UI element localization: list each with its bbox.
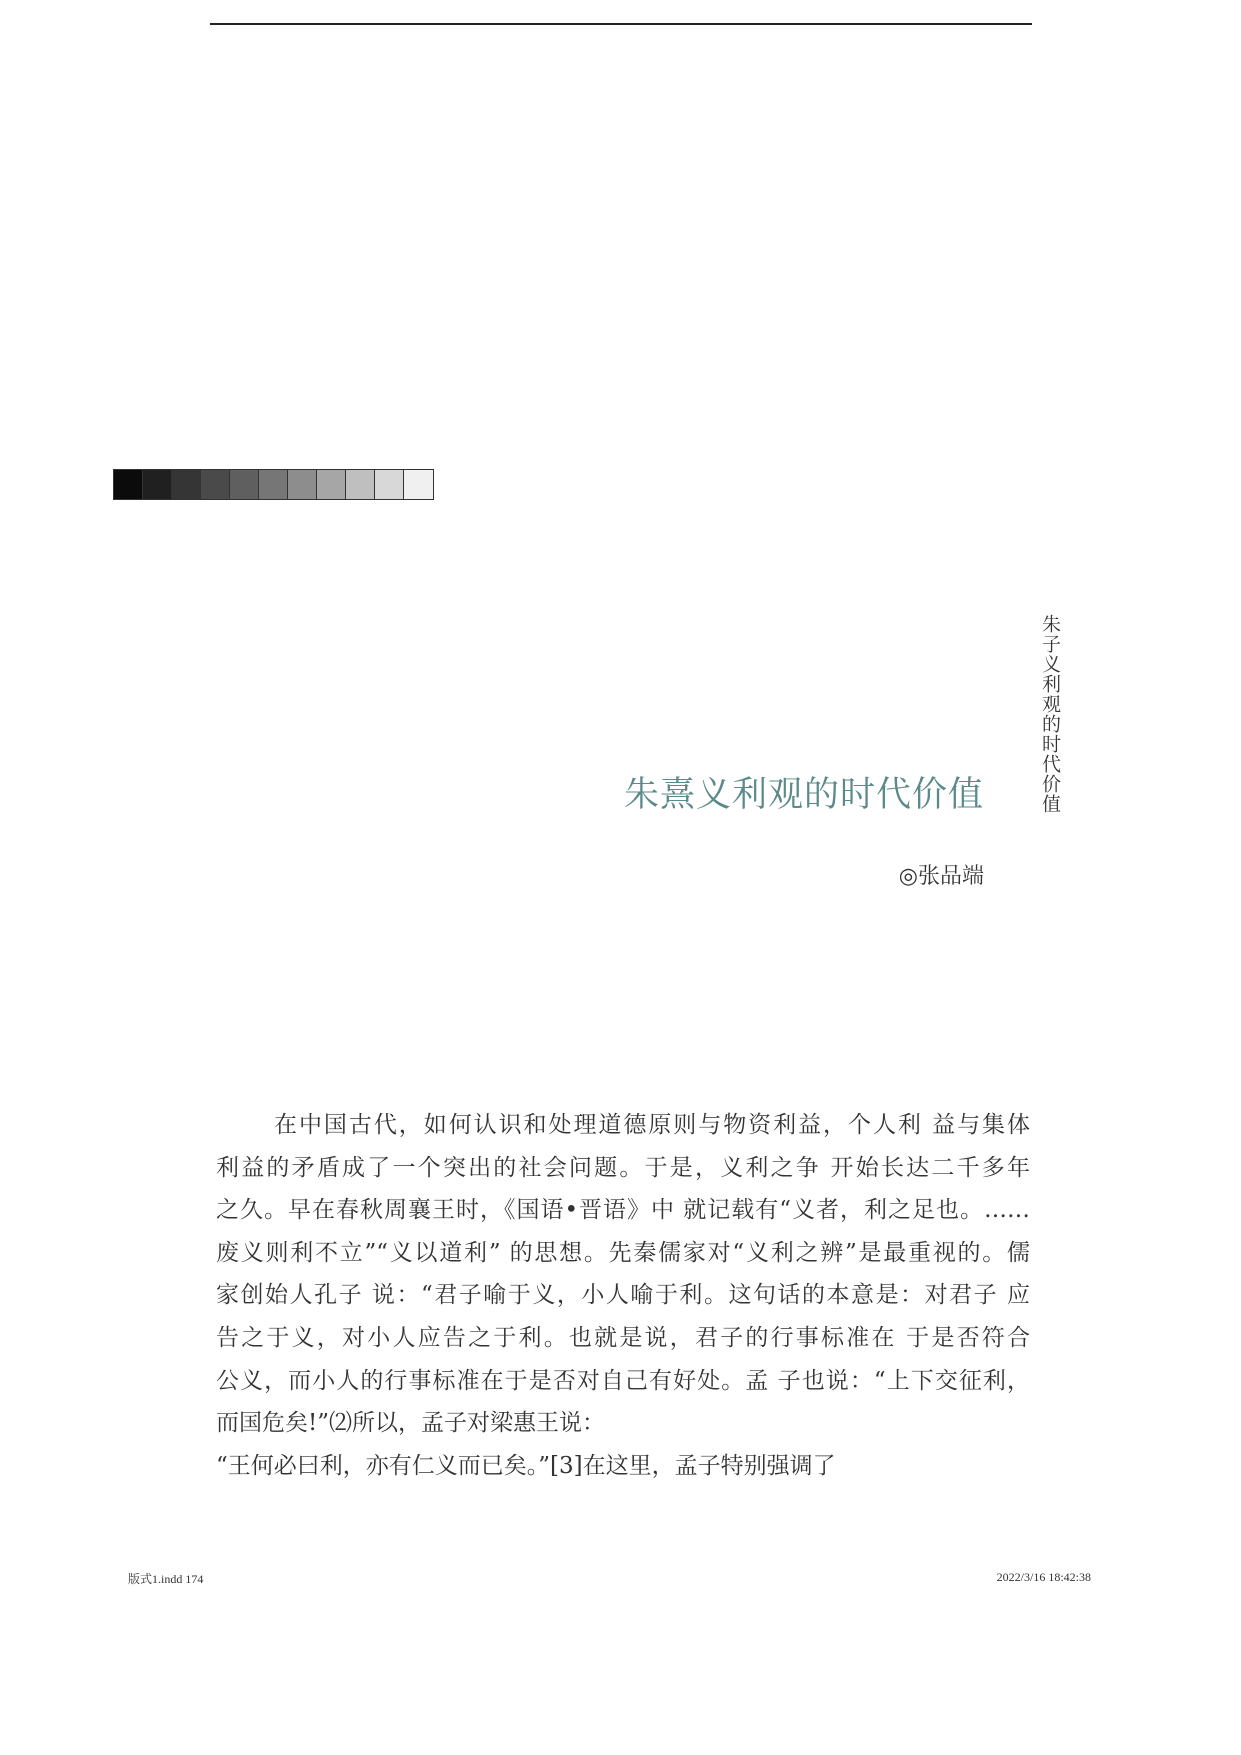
swatch [230,470,259,499]
body-line: “王何必曰利，亦有仁义而已矣。”[3]在这里，孟子特别强调了 [216,1452,836,1479]
swatch [114,470,143,499]
swatch [172,470,201,499]
swatch [404,470,433,499]
swatch [259,470,288,499]
swatch [143,470,172,499]
body-line: 家创始人孔子 说：“君子喻于义，小人喻于利。这句话的本意是：对君子 应 [216,1282,1030,1309]
body-line: 告之于义，对小人应告之于利。也就是说，君子的行事标准在 于是否符合 [216,1324,1030,1351]
body-line: 公义，而小人的行事标准在于是否对自己有好处。孟 子也说：“上下交征利， [216,1367,1030,1394]
body-line: 利益的矛盾成了一个突出的社会问题。于是，义利之争 开始长达二千多年 [216,1154,1030,1181]
body-line: 废义则利不立”“义以道利” 的思想。先秦儒家对“义利之辨”是最重视的。儒 [216,1239,1030,1266]
body-line: 而国危矣!”⑵所以，孟子对梁惠王说： [216,1410,606,1437]
article-body [216,1104,1030,1487]
swatch [346,470,375,499]
footer-file-info: 版式1.indd 174 [128,1572,204,1586]
article-title: 朱熹义利观的时代价值 [623,775,984,815]
swatch [201,470,230,499]
body-line: 在中国古代，如何认识和处理道德原则与物资利益，个人利 益与集体 [274,1112,1030,1138]
article-author: ◎张品端 [898,864,984,889]
grayscale-swatch-bar [113,469,434,500]
top-rule [210,23,1032,25]
footer-timestamp: 2022/3/16 18:42:38 [996,1570,1091,1584]
swatch [288,470,317,499]
swatch [375,470,404,499]
running-title: 朱子义利观的时代价值 [1039,614,1061,814]
swatch [317,470,346,499]
body-line: 之久。早在春秋周襄王时，《国语•晋语》中 就记载有“义者，利之足也。…… [216,1197,1030,1224]
